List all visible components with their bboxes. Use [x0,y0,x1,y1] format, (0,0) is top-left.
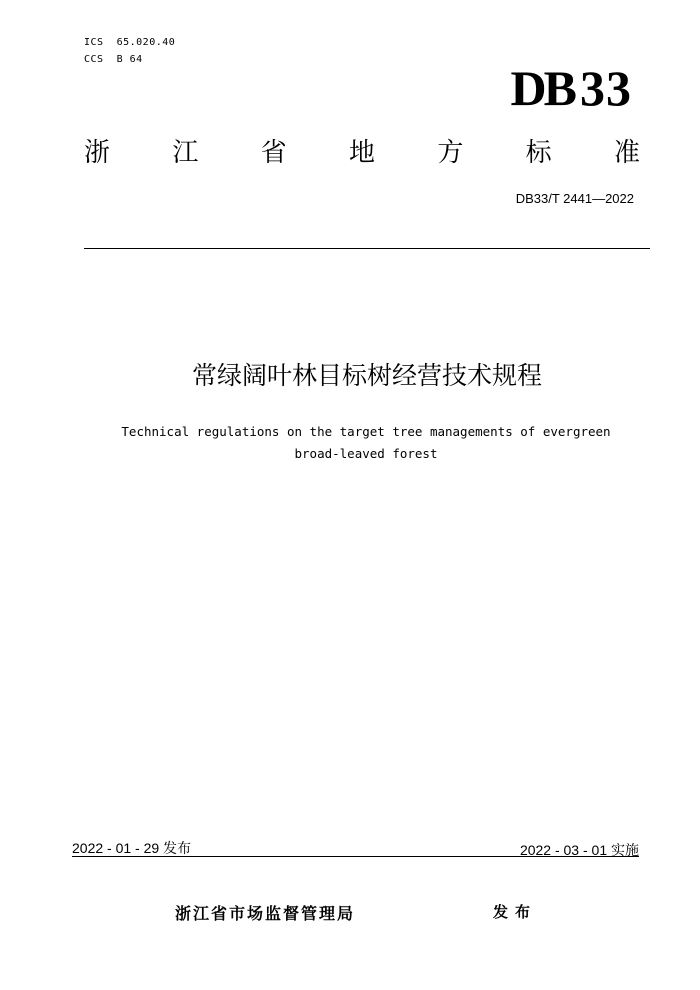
db-logo [511,58,632,118]
standard-category-char: 标 [525,138,552,168]
implementation-date: 2022 - 03 - 01 实施 [519,842,639,858]
standard-number: DB33/T 2441—2022 [515,191,634,206]
document-title-en-line: broad-leaved forest [294,446,438,461]
issuing-authority: 浙江省市场监督管理局 [175,904,356,923]
standard-category-char: 浙 [84,138,111,168]
ccs-code: CCS B 64 [84,54,143,65]
document-title-cn: 常绿阔叶林目标树经营技术规程 [191,361,542,390]
standard-category-char: 江 [172,138,199,168]
document-title-en [90,421,642,465]
standard-category-char: 方 [437,138,464,168]
bottom-divider [72,856,639,857]
top-divider [84,248,650,249]
standard-category-char: 准 [613,138,640,168]
db-logo-number: 33 [580,60,632,116]
standard-category-char: 地 [348,138,375,168]
issue-date: 2022 - 01 - 29 发布 [72,840,192,856]
issue-label: 发布 [493,903,538,921]
document-title-en-line: Technical regulations on the target tree managements of evergreen [121,424,611,439]
db-logo-letters: DB [510,60,574,116]
standard-category-title [84,137,640,169]
standard-category-char: 省 [260,138,287,168]
ics-code: ICS 65.020.40 [84,37,176,48]
